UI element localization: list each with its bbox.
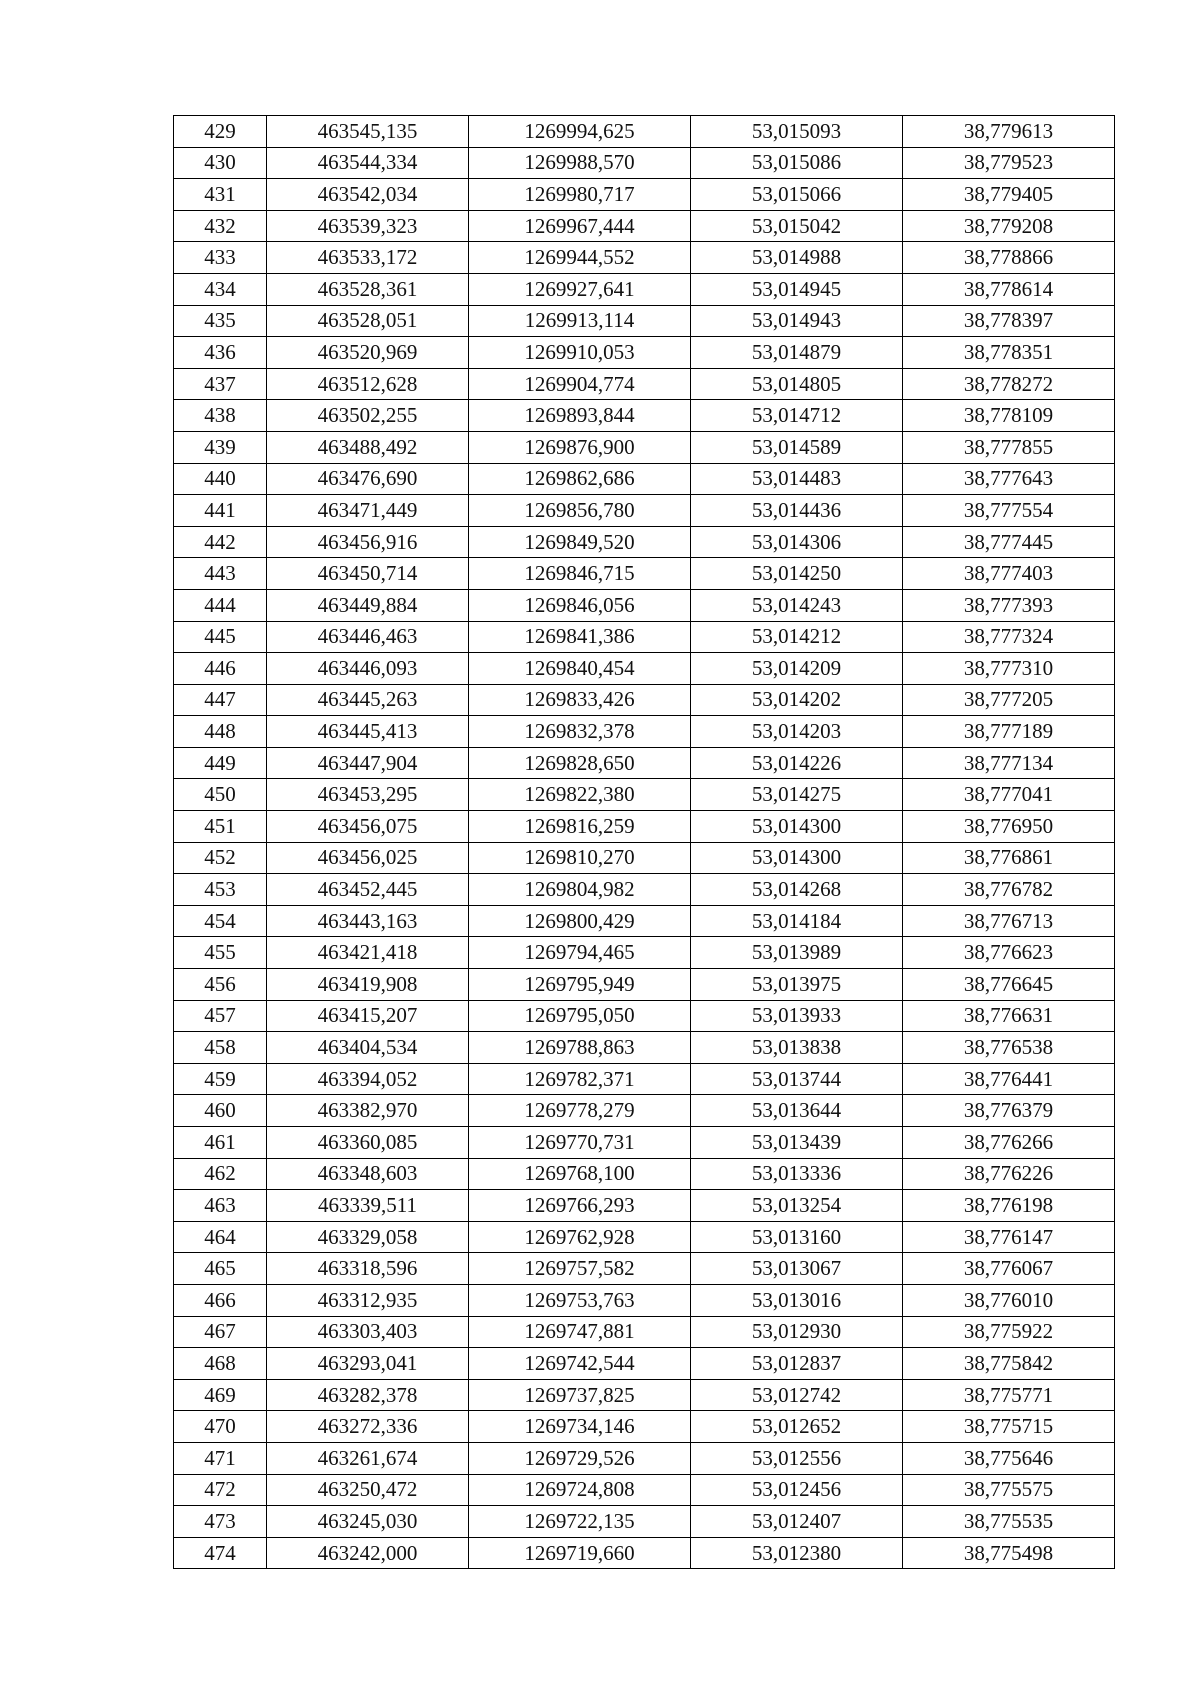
x-coordinate-cell: 463312,935 bbox=[267, 1284, 469, 1316]
point-number-cell: 431 bbox=[174, 179, 267, 211]
longitude-cell: 38,778866 bbox=[903, 242, 1115, 274]
longitude-cell: 38,775922 bbox=[903, 1316, 1115, 1348]
latitude-cell: 53,013933 bbox=[691, 1000, 903, 1032]
point-number-cell: 432 bbox=[174, 210, 267, 242]
table-row bbox=[174, 1284, 1115, 1316]
longitude-cell: 38,779523 bbox=[903, 147, 1115, 179]
longitude-cell: 38,776623 bbox=[903, 937, 1115, 969]
point-number-cell: 462 bbox=[174, 1158, 267, 1190]
table-row bbox=[174, 1032, 1115, 1064]
longitude-cell: 38,776010 bbox=[903, 1284, 1115, 1316]
y-coordinate-cell: 1269734,146 bbox=[469, 1411, 691, 1443]
y-coordinate-cell: 1269893,844 bbox=[469, 400, 691, 432]
x-coordinate-cell: 463512,628 bbox=[267, 368, 469, 400]
y-coordinate-cell: 1269816,259 bbox=[469, 811, 691, 843]
table-row bbox=[174, 1348, 1115, 1380]
table-row bbox=[174, 1316, 1115, 1348]
y-coordinate-cell: 1269856,780 bbox=[469, 495, 691, 527]
table-row bbox=[174, 1221, 1115, 1253]
y-coordinate-cell: 1269800,429 bbox=[469, 905, 691, 937]
latitude-cell: 53,014300 bbox=[691, 811, 903, 843]
table-row bbox=[174, 1411, 1115, 1443]
x-coordinate-cell: 463447,904 bbox=[267, 747, 469, 779]
longitude-cell: 38,779405 bbox=[903, 179, 1115, 211]
x-coordinate-cell: 463250,472 bbox=[267, 1474, 469, 1506]
point-number-cell: 463 bbox=[174, 1190, 267, 1222]
point-number-cell: 472 bbox=[174, 1474, 267, 1506]
latitude-cell: 53,014805 bbox=[691, 368, 903, 400]
latitude-cell: 53,014209 bbox=[691, 653, 903, 685]
x-coordinate-cell: 463404,534 bbox=[267, 1032, 469, 1064]
table-row bbox=[174, 305, 1115, 337]
latitude-cell: 53,012380 bbox=[691, 1537, 903, 1569]
point-number-cell: 454 bbox=[174, 905, 267, 937]
latitude-cell: 53,014483 bbox=[691, 463, 903, 495]
latitude-cell: 53,012930 bbox=[691, 1316, 903, 1348]
longitude-cell: 38,776713 bbox=[903, 905, 1115, 937]
y-coordinate-cell: 1269904,774 bbox=[469, 368, 691, 400]
latitude-cell: 53,012742 bbox=[691, 1379, 903, 1411]
y-coordinate-cell: 1269833,426 bbox=[469, 684, 691, 716]
table-row bbox=[174, 1158, 1115, 1190]
y-coordinate-cell: 1269810,270 bbox=[469, 842, 691, 874]
latitude-cell: 53,014943 bbox=[691, 305, 903, 337]
x-coordinate-cell: 463446,463 bbox=[267, 621, 469, 653]
x-coordinate-cell: 463318,596 bbox=[267, 1253, 469, 1285]
longitude-cell: 38,775498 bbox=[903, 1537, 1115, 1569]
latitude-cell: 53,014879 bbox=[691, 337, 903, 369]
y-coordinate-cell: 1269795,050 bbox=[469, 1000, 691, 1032]
longitude-cell: 38,777855 bbox=[903, 431, 1115, 463]
point-number-cell: 453 bbox=[174, 874, 267, 906]
point-number-cell: 456 bbox=[174, 969, 267, 1001]
x-coordinate-cell: 463293,041 bbox=[267, 1348, 469, 1380]
point-number-cell: 437 bbox=[174, 368, 267, 400]
longitude-cell: 38,776861 bbox=[903, 842, 1115, 874]
x-coordinate-cell: 463446,093 bbox=[267, 653, 469, 685]
table-row bbox=[174, 1253, 1115, 1285]
x-coordinate-cell: 463544,334 bbox=[267, 147, 469, 179]
point-number-cell: 467 bbox=[174, 1316, 267, 1348]
longitude-cell: 38,776198 bbox=[903, 1190, 1115, 1222]
longitude-cell: 38,778109 bbox=[903, 400, 1115, 432]
longitude-cell: 38,776147 bbox=[903, 1221, 1115, 1253]
x-coordinate-cell: 463456,025 bbox=[267, 842, 469, 874]
table-row bbox=[174, 273, 1115, 305]
x-coordinate-cell: 463449,884 bbox=[267, 589, 469, 621]
table-row bbox=[174, 1190, 1115, 1222]
latitude-cell: 53,013016 bbox=[691, 1284, 903, 1316]
table-row bbox=[174, 779, 1115, 811]
table-row bbox=[174, 431, 1115, 463]
table-row bbox=[174, 653, 1115, 685]
latitude-cell: 53,014184 bbox=[691, 905, 903, 937]
point-number-cell: 440 bbox=[174, 463, 267, 495]
table-row bbox=[174, 179, 1115, 211]
latitude-cell: 53,014243 bbox=[691, 589, 903, 621]
longitude-cell: 38,775535 bbox=[903, 1506, 1115, 1538]
y-coordinate-cell: 1269747,881 bbox=[469, 1316, 691, 1348]
y-coordinate-cell: 1269862,686 bbox=[469, 463, 691, 495]
y-coordinate-cell: 1269757,582 bbox=[469, 1253, 691, 1285]
x-coordinate-cell: 463421,418 bbox=[267, 937, 469, 969]
longitude-cell: 38,777205 bbox=[903, 684, 1115, 716]
point-number-cell: 459 bbox=[174, 1063, 267, 1095]
latitude-cell: 53,014275 bbox=[691, 779, 903, 811]
longitude-cell: 38,776631 bbox=[903, 1000, 1115, 1032]
coordinates-table-body bbox=[174, 116, 1115, 1569]
x-coordinate-cell: 463360,085 bbox=[267, 1127, 469, 1159]
table-row bbox=[174, 558, 1115, 590]
longitude-cell: 38,775646 bbox=[903, 1442, 1115, 1474]
y-coordinate-cell: 1269967,444 bbox=[469, 210, 691, 242]
x-coordinate-cell: 463394,052 bbox=[267, 1063, 469, 1095]
x-coordinate-cell: 463488,492 bbox=[267, 431, 469, 463]
table-row bbox=[174, 400, 1115, 432]
point-number-cell: 451 bbox=[174, 811, 267, 843]
table-row bbox=[174, 1095, 1115, 1127]
y-coordinate-cell: 1269724,808 bbox=[469, 1474, 691, 1506]
latitude-cell: 53,015093 bbox=[691, 116, 903, 148]
x-coordinate-cell: 463528,361 bbox=[267, 273, 469, 305]
x-coordinate-cell: 463245,030 bbox=[267, 1506, 469, 1538]
point-number-cell: 471 bbox=[174, 1442, 267, 1474]
latitude-cell: 53,013644 bbox=[691, 1095, 903, 1127]
latitude-cell: 53,013975 bbox=[691, 969, 903, 1001]
latitude-cell: 53,014436 bbox=[691, 495, 903, 527]
table-row bbox=[174, 1537, 1115, 1569]
latitude-cell: 53,014203 bbox=[691, 716, 903, 748]
latitude-cell: 53,014202 bbox=[691, 684, 903, 716]
table-row bbox=[174, 1379, 1115, 1411]
longitude-cell: 38,778272 bbox=[903, 368, 1115, 400]
longitude-cell: 38,777324 bbox=[903, 621, 1115, 653]
y-coordinate-cell: 1269840,454 bbox=[469, 653, 691, 685]
point-number-cell: 468 bbox=[174, 1348, 267, 1380]
latitude-cell: 53,015066 bbox=[691, 179, 903, 211]
latitude-cell: 53,012652 bbox=[691, 1411, 903, 1443]
latitude-cell: 53,012556 bbox=[691, 1442, 903, 1474]
table-row bbox=[174, 937, 1115, 969]
latitude-cell: 53,014268 bbox=[691, 874, 903, 906]
y-coordinate-cell: 1269876,900 bbox=[469, 431, 691, 463]
y-coordinate-cell: 1269742,544 bbox=[469, 1348, 691, 1380]
point-number-cell: 474 bbox=[174, 1537, 267, 1569]
point-number-cell: 449 bbox=[174, 747, 267, 779]
longitude-cell: 38,779613 bbox=[903, 116, 1115, 148]
table-row bbox=[174, 842, 1115, 874]
point-number-cell: 446 bbox=[174, 653, 267, 685]
point-number-cell: 448 bbox=[174, 716, 267, 748]
longitude-cell: 38,776266 bbox=[903, 1127, 1115, 1159]
y-coordinate-cell: 1269944,552 bbox=[469, 242, 691, 274]
point-number-cell: 439 bbox=[174, 431, 267, 463]
latitude-cell: 53,015086 bbox=[691, 147, 903, 179]
y-coordinate-cell: 1269994,625 bbox=[469, 116, 691, 148]
y-coordinate-cell: 1269832,378 bbox=[469, 716, 691, 748]
point-number-cell: 443 bbox=[174, 558, 267, 590]
y-coordinate-cell: 1269927,641 bbox=[469, 273, 691, 305]
point-number-cell: 442 bbox=[174, 526, 267, 558]
latitude-cell: 53,012456 bbox=[691, 1474, 903, 1506]
point-number-cell: 433 bbox=[174, 242, 267, 274]
longitude-cell: 38,777310 bbox=[903, 653, 1115, 685]
longitude-cell: 38,778614 bbox=[903, 273, 1115, 305]
longitude-cell: 38,776379 bbox=[903, 1095, 1115, 1127]
point-number-cell: 435 bbox=[174, 305, 267, 337]
y-coordinate-cell: 1269828,650 bbox=[469, 747, 691, 779]
y-coordinate-cell: 1269795,949 bbox=[469, 969, 691, 1001]
x-coordinate-cell: 463415,207 bbox=[267, 1000, 469, 1032]
latitude-cell: 53,014988 bbox=[691, 242, 903, 274]
point-number-cell: 465 bbox=[174, 1253, 267, 1285]
longitude-cell: 38,776782 bbox=[903, 874, 1115, 906]
latitude-cell: 53,012407 bbox=[691, 1506, 903, 1538]
x-coordinate-cell: 463329,058 bbox=[267, 1221, 469, 1253]
point-number-cell: 458 bbox=[174, 1032, 267, 1064]
table-row bbox=[174, 716, 1115, 748]
latitude-cell: 53,014712 bbox=[691, 400, 903, 432]
table-row bbox=[174, 210, 1115, 242]
latitude-cell: 53,012837 bbox=[691, 1348, 903, 1380]
point-number-cell: 444 bbox=[174, 589, 267, 621]
point-number-cell: 457 bbox=[174, 1000, 267, 1032]
x-coordinate-cell: 463453,295 bbox=[267, 779, 469, 811]
x-coordinate-cell: 463339,511 bbox=[267, 1190, 469, 1222]
longitude-cell: 38,775575 bbox=[903, 1474, 1115, 1506]
table-row bbox=[174, 969, 1115, 1001]
x-coordinate-cell: 463456,075 bbox=[267, 811, 469, 843]
longitude-cell: 38,776441 bbox=[903, 1063, 1115, 1095]
y-coordinate-cell: 1269822,380 bbox=[469, 779, 691, 811]
point-number-cell: 447 bbox=[174, 684, 267, 716]
point-number-cell: 438 bbox=[174, 400, 267, 432]
x-coordinate-cell: 463382,970 bbox=[267, 1095, 469, 1127]
table-row bbox=[174, 1506, 1115, 1538]
y-coordinate-cell: 1269980,717 bbox=[469, 179, 691, 211]
y-coordinate-cell: 1269762,928 bbox=[469, 1221, 691, 1253]
y-coordinate-cell: 1269722,135 bbox=[469, 1506, 691, 1538]
point-number-cell: 434 bbox=[174, 273, 267, 305]
x-coordinate-cell: 463471,449 bbox=[267, 495, 469, 527]
longitude-cell: 38,777403 bbox=[903, 558, 1115, 590]
table-row bbox=[174, 747, 1115, 779]
latitude-cell: 53,014226 bbox=[691, 747, 903, 779]
y-coordinate-cell: 1269737,825 bbox=[469, 1379, 691, 1411]
y-coordinate-cell: 1269794,465 bbox=[469, 937, 691, 969]
y-coordinate-cell: 1269770,731 bbox=[469, 1127, 691, 1159]
longitude-cell: 38,778397 bbox=[903, 305, 1115, 337]
x-coordinate-cell: 463443,163 bbox=[267, 905, 469, 937]
latitude-cell: 53,015042 bbox=[691, 210, 903, 242]
longitude-cell: 38,777189 bbox=[903, 716, 1115, 748]
longitude-cell: 38,776950 bbox=[903, 811, 1115, 843]
y-coordinate-cell: 1269788,863 bbox=[469, 1032, 691, 1064]
point-number-cell: 466 bbox=[174, 1284, 267, 1316]
y-coordinate-cell: 1269804,982 bbox=[469, 874, 691, 906]
longitude-cell: 38,775771 bbox=[903, 1379, 1115, 1411]
longitude-cell: 38,777041 bbox=[903, 779, 1115, 811]
y-coordinate-cell: 1269846,715 bbox=[469, 558, 691, 590]
latitude-cell: 53,013838 bbox=[691, 1032, 903, 1064]
y-coordinate-cell: 1269988,570 bbox=[469, 147, 691, 179]
table-row bbox=[174, 589, 1115, 621]
x-coordinate-cell: 463261,674 bbox=[267, 1442, 469, 1474]
x-coordinate-cell: 463528,051 bbox=[267, 305, 469, 337]
point-number-cell: 473 bbox=[174, 1506, 267, 1538]
longitude-cell: 38,779208 bbox=[903, 210, 1115, 242]
y-coordinate-cell: 1269849,520 bbox=[469, 526, 691, 558]
point-number-cell: 441 bbox=[174, 495, 267, 527]
point-number-cell: 469 bbox=[174, 1379, 267, 1411]
table-row bbox=[174, 1442, 1115, 1474]
point-number-cell: 429 bbox=[174, 116, 267, 148]
point-number-cell: 450 bbox=[174, 779, 267, 811]
x-coordinate-cell: 463242,000 bbox=[267, 1537, 469, 1569]
point-number-cell: 461 bbox=[174, 1127, 267, 1159]
point-number-cell: 455 bbox=[174, 937, 267, 969]
longitude-cell: 38,776067 bbox=[903, 1253, 1115, 1285]
latitude-cell: 53,013336 bbox=[691, 1158, 903, 1190]
latitude-cell: 53,014250 bbox=[691, 558, 903, 590]
longitude-cell: 38,776538 bbox=[903, 1032, 1115, 1064]
y-coordinate-cell: 1269910,053 bbox=[469, 337, 691, 369]
coordinates-table bbox=[173, 115, 1115, 1569]
x-coordinate-cell: 463539,323 bbox=[267, 210, 469, 242]
longitude-cell: 38,775715 bbox=[903, 1411, 1115, 1443]
x-coordinate-cell: 463502,255 bbox=[267, 400, 469, 432]
x-coordinate-cell: 463272,336 bbox=[267, 1411, 469, 1443]
y-coordinate-cell: 1269841,386 bbox=[469, 621, 691, 653]
x-coordinate-cell: 463476,690 bbox=[267, 463, 469, 495]
point-number-cell: 430 bbox=[174, 147, 267, 179]
longitude-cell: 38,777643 bbox=[903, 463, 1115, 495]
x-coordinate-cell: 463348,603 bbox=[267, 1158, 469, 1190]
table-row bbox=[174, 368, 1115, 400]
point-number-cell: 452 bbox=[174, 842, 267, 874]
x-coordinate-cell: 463450,714 bbox=[267, 558, 469, 590]
x-coordinate-cell: 463445,263 bbox=[267, 684, 469, 716]
table-row bbox=[174, 1063, 1115, 1095]
y-coordinate-cell: 1269719,660 bbox=[469, 1537, 691, 1569]
table-row bbox=[174, 811, 1115, 843]
x-coordinate-cell: 463452,445 bbox=[267, 874, 469, 906]
table-row bbox=[174, 337, 1115, 369]
table-row bbox=[174, 684, 1115, 716]
x-coordinate-cell: 463456,916 bbox=[267, 526, 469, 558]
latitude-cell: 53,013744 bbox=[691, 1063, 903, 1095]
y-coordinate-cell: 1269729,526 bbox=[469, 1442, 691, 1474]
table-row bbox=[174, 905, 1115, 937]
table-row bbox=[174, 621, 1115, 653]
table-row bbox=[174, 116, 1115, 148]
point-number-cell: 464 bbox=[174, 1221, 267, 1253]
latitude-cell: 53,013439 bbox=[691, 1127, 903, 1159]
x-coordinate-cell: 463545,135 bbox=[267, 116, 469, 148]
longitude-cell: 38,778351 bbox=[903, 337, 1115, 369]
latitude-cell: 53,014300 bbox=[691, 842, 903, 874]
table-row bbox=[174, 147, 1115, 179]
y-coordinate-cell: 1269778,279 bbox=[469, 1095, 691, 1127]
latitude-cell: 53,013254 bbox=[691, 1190, 903, 1222]
longitude-cell: 38,777445 bbox=[903, 526, 1115, 558]
table-row bbox=[174, 1127, 1115, 1159]
x-coordinate-cell: 463533,172 bbox=[267, 242, 469, 274]
table-row bbox=[174, 463, 1115, 495]
table-row bbox=[174, 495, 1115, 527]
point-number-cell: 470 bbox=[174, 1411, 267, 1443]
point-number-cell: 460 bbox=[174, 1095, 267, 1127]
x-coordinate-cell: 463542,034 bbox=[267, 179, 469, 211]
longitude-cell: 38,777393 bbox=[903, 589, 1115, 621]
x-coordinate-cell: 463445,413 bbox=[267, 716, 469, 748]
table-row bbox=[174, 242, 1115, 274]
latitude-cell: 53,013160 bbox=[691, 1221, 903, 1253]
longitude-cell: 38,775842 bbox=[903, 1348, 1115, 1380]
latitude-cell: 53,013067 bbox=[691, 1253, 903, 1285]
y-coordinate-cell: 1269766,293 bbox=[469, 1190, 691, 1222]
x-coordinate-cell: 463419,908 bbox=[267, 969, 469, 1001]
y-coordinate-cell: 1269768,100 bbox=[469, 1158, 691, 1190]
point-number-cell: 436 bbox=[174, 337, 267, 369]
table-row bbox=[174, 874, 1115, 906]
y-coordinate-cell: 1269753,763 bbox=[469, 1284, 691, 1316]
latitude-cell: 53,014945 bbox=[691, 273, 903, 305]
table-row bbox=[174, 1000, 1115, 1032]
point-number-cell: 445 bbox=[174, 621, 267, 653]
longitude-cell: 38,776645 bbox=[903, 969, 1115, 1001]
x-coordinate-cell: 463282,378 bbox=[267, 1379, 469, 1411]
y-coordinate-cell: 1269913,114 bbox=[469, 305, 691, 337]
longitude-cell: 38,777134 bbox=[903, 747, 1115, 779]
table-row bbox=[174, 1474, 1115, 1506]
y-coordinate-cell: 1269782,371 bbox=[469, 1063, 691, 1095]
longitude-cell: 38,777554 bbox=[903, 495, 1115, 527]
latitude-cell: 53,013989 bbox=[691, 937, 903, 969]
x-coordinate-cell: 463520,969 bbox=[267, 337, 469, 369]
latitude-cell: 53,014589 bbox=[691, 431, 903, 463]
latitude-cell: 53,014306 bbox=[691, 526, 903, 558]
table-row bbox=[174, 526, 1115, 558]
longitude-cell: 38,776226 bbox=[903, 1158, 1115, 1190]
latitude-cell: 53,014212 bbox=[691, 621, 903, 653]
x-coordinate-cell: 463303,403 bbox=[267, 1316, 469, 1348]
y-coordinate-cell: 1269846,056 bbox=[469, 589, 691, 621]
